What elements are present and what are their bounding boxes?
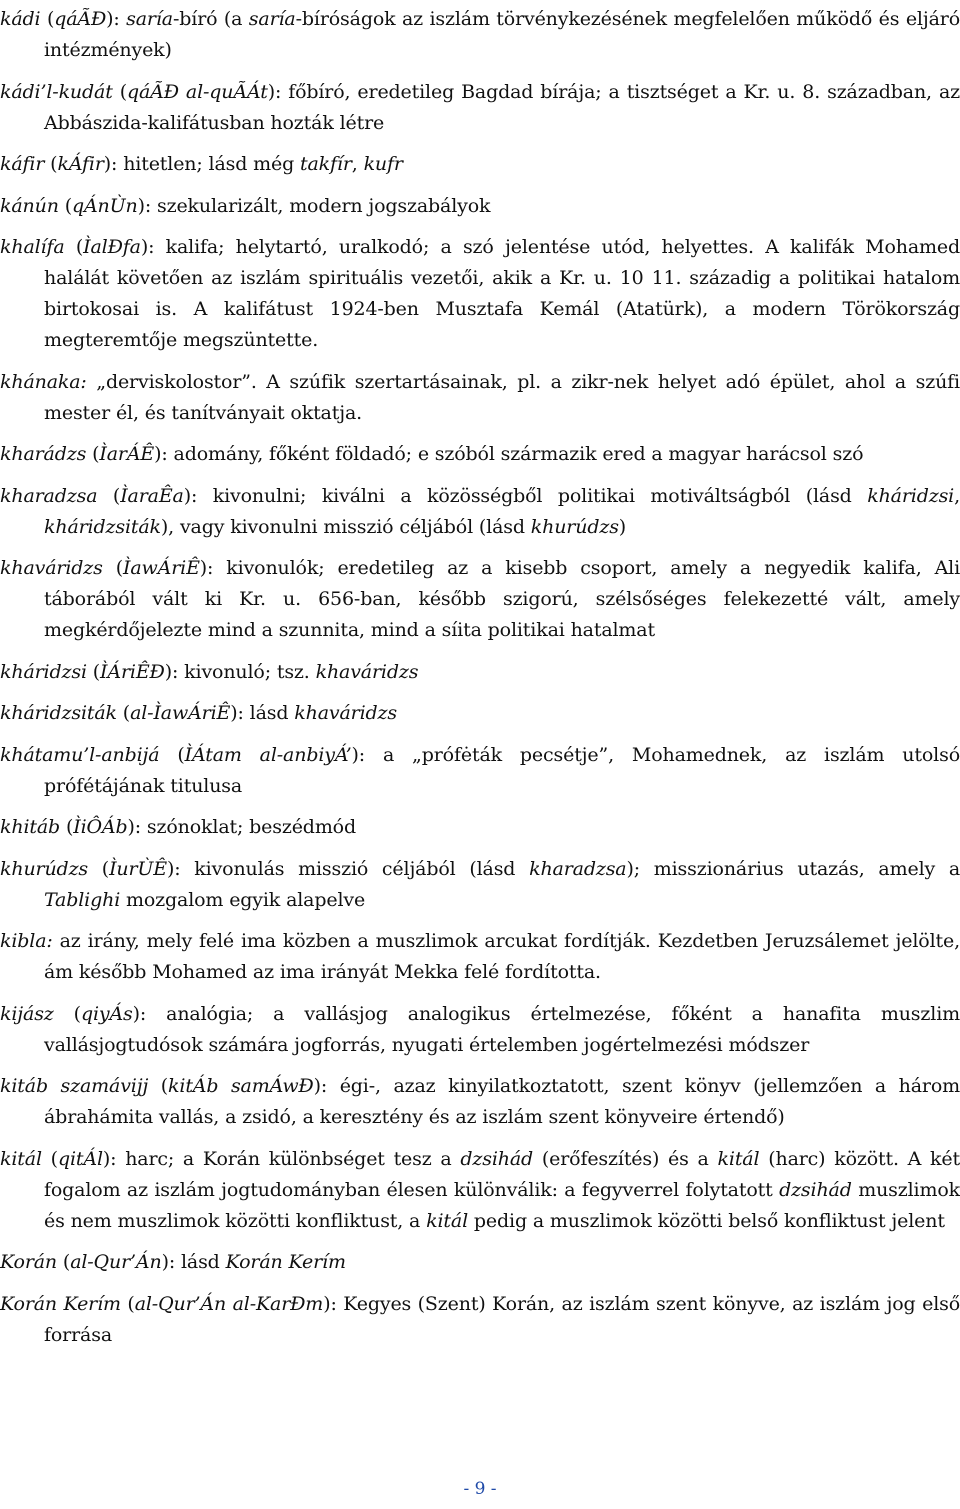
glossary-entry: kháridzsi (ÌÁriÊĐ): kivonuló; tsz. khaváridzs bbox=[0, 660, 419, 683]
glossary-entry: khátamu’l-anbijá (ÌÁtam al-anbiyÁ’): a „prófėták pecsétje”, Mohamednek, az iszlám utolsó prófétájának titulusa bbox=[0, 743, 960, 797]
glossary-entry: khaváridzs (ÌawÁriÊ): kivonulók; eredetileg az a kisebb csoport, amely a negyedik kalifa, Ali táborából vált ki Kr. u. 656-ban, később szigorú, szélsőséges felekezetté vált, amely megkérdőjelezte mind a szunnita, mind a síita politikai hatalmat bbox=[0, 557, 960, 641]
glossary-entry: khitáb (ÌiÔÁb): szónoklat; beszédmód bbox=[0, 816, 356, 838]
glossary-entry: khánaka: „derviskolostor”. A szúfik szertartásainak, pl. a zikr-nek helyet adó épület, ahol a szúfi mester él, és tanítványait oktatja. bbox=[0, 370, 960, 424]
glossary-entry: kádi’l-kudát (qáÃĐ al-quÃÁt): főbíró, eredetileg Bagdad bírája; a tisztséget a Kr. u. 8. században, az Abbászida-kalifátusban hozták létre bbox=[0, 80, 960, 134]
glossary-entry: khurúdzs (ÌurÙÊ): kivonulás misszió céljából (lásd kharadzsa); misszionárius utazás, amely a Tablighi mozgalom egyik alapelve bbox=[0, 857, 960, 911]
glossary-entry: Korán Kerím (al-Qur’Án al-KarĐm): Kegyes (Szent) Korán, az iszlám szent könyve, az iszlám jog első forrása bbox=[0, 1292, 960, 1346]
glossary-entry: kibla: az irány, mely felé ima közben a muszlimok arcukat fordítják. Kezdetben Jeruzsálemet jelölte, ám később Mohamed az ima irányát Mekka felé fordította. bbox=[0, 930, 960, 983]
page-number: - 9 - bbox=[463, 1479, 497, 1499]
glossary-entry: kitál (qitÁl): harc; a Korán különbséget tesz a dzsihád (erőfeszítés) és a kitál (harc) között. A két fogalom az iszlám jogtudományban élesen különválik: a fegyverrel folytatott dzsihád muszlimok és nem muszlimok közötti konfliktust, a kitál pedig a muszlimok közötti belső konfliktust jelent bbox=[0, 1147, 960, 1232]
glossary-entry: khalífa (ÌalĐfa): kalifa; helytartó, uralkodó; a szó jelentése utód, helyettes. A kalifák Mohamed halálát követően az iszlám spirituális vezetői, akik a Kr. u. 10 11. századig a politikai hatalom birtokosai is. A kalifátust 1924-ben Musztafa Kemál (Atatürk), a modern Törökország megteremtője megszüntette. bbox=[0, 236, 960, 351]
glossary-entry: kharadzsa (ÌaraÊa): kivonulni; kiválni a közösségből politikai motiváltságból (lásd kháridzsi, kháridzsiták), vagy kivonulni misszió céljából (lásd khurúdzs) bbox=[0, 484, 960, 538]
glossary-entry: kádi (qáÃĐ): saría-bíró (a saría-bíróságok az iszlám törvénykezésének megfelelően működő és eljáró intézmények) bbox=[0, 8, 960, 61]
glossary-entry: kharádzs (ÌarÁÊ): adomány, főként földadó; e szóból származik ered a magyar harácsol szó bbox=[0, 443, 864, 465]
glossary-entry: kijász (qiyÁs): analógia; a vallásjog analogikus értelmezése, főként a hanafita muszlim vallásjogtudósok számára jogforrás, nyugati értelemben jogértelmezési módszer bbox=[0, 1002, 960, 1056]
glossary-entry: kitáb szamávijj (kitÁb samÁwĐ): égi-, azaz kinyilatkoztatott, szent könyv (jellemzően a három ábrahámita vallás, a zsidó, a keresztény és az iszlám szent könyveire értendő) bbox=[0, 1075, 960, 1128]
glossary-entry: Korán (al-Qur’Án): lásd Korán Kerím bbox=[0, 1251, 346, 1273]
glossary-entry: káfir (kÁfir): hitetlen; lásd még takfír, kufr bbox=[0, 153, 403, 175]
glossary-entry: kánún (qÁnÙn): szekularizált, modern jogszabályok bbox=[0, 194, 491, 217]
glossary-entry: kháridzsiták (al-ÌawÁriÊ): lásd khaváridzs bbox=[0, 702, 397, 724]
